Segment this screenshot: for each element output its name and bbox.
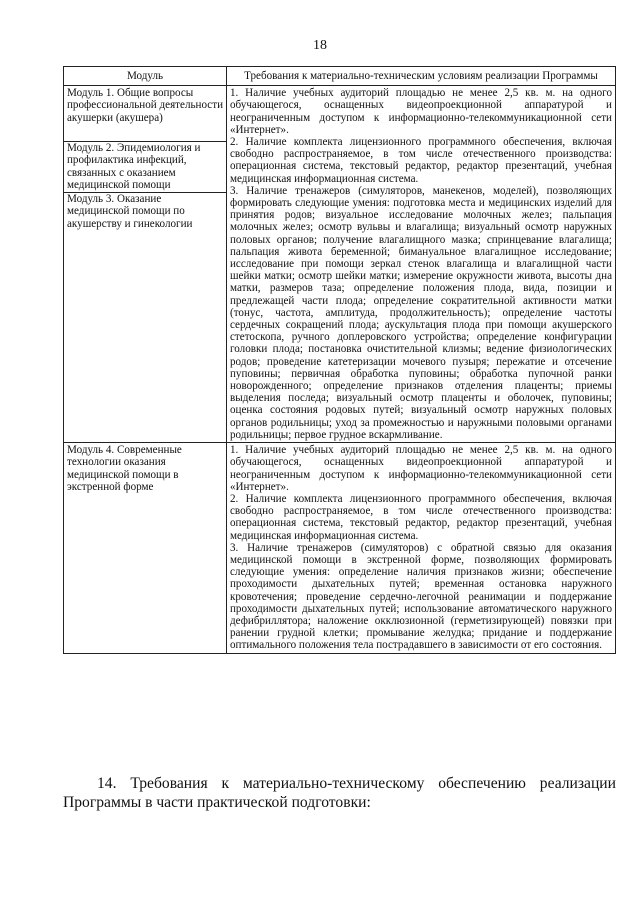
requirement-item: 3. Наличие тренажеров (симуляторов) с обратной связью для оказания медицинской помощи в экстренной форме, позволяющих формировать следующие умения: определение наличия признаков жизни; обеспечение проходимости дыхательных путей; временная остановка наружного кровотечения; проведение сердечно-легочной реанимации и поддержание проходимости дыхательных путей; использование автоматического наружного дефибриллятора; наложение окклюзионной (герметизирующей) повязки при ранении грудной клетки; промывание желудка; придание и поддержание оптимального положения тела пострадавшего в зависимости от его состояния. — [230, 541, 612, 652]
requirements-table — [63, 66, 616, 654]
header-requirements: Требования к материально-техническим условиям реализации Программы — [227, 67, 616, 86]
module-cell — [64, 443, 227, 653]
table-row — [64, 86, 616, 443]
header-module: Модуль — [64, 67, 227, 86]
requirement-item: 3. Наличие тренажеров (симуляторов, манекенов, моделей), позволяющих формировать следующие умения: подготовка места и медицинских изделий для принятия родов; визуальное исследование молочных желез; пальпация молочных желез; осмотр вульвы и влагалища; визуальный осмотр наружных половых органов; получение влагалищного мазка; спринцевание влагалища; пальпация живота беременной; бимануальное влагалищное исследование; исследование при помощи зеркал стенок влагалища и влагалищной части шейки матки; осмотр шейки матки; измерение окружности живота, высоты дна матки, размеров таза; определение положения плода, вида, позиции и предлежащей части плода; определение сократительной активности матки (тонус, частота, амплитуда, продолжительность); определение частоты сердечных сокращений плода; аускультация плода при помощи акушерского стетоскопа, ручного доплеровского устройства; определение конфигурации головки плода; постановка очистительной клизмы; ведение физиологических родов; проведение катетеризации мочевого пузыря; пережатие и отсечение пуповины; первичная обработка пуповины; обработка пупочной ранки новорожденного; определение признаков отделения плаценты; приемы выделения последа; визуальный осмотр плаценты и оболочек, пуповины; оценка состояния родовых путей; визуальный осмотр наружных половых органов родильницы; уход за промежностью и наружными половыми органами родильницы; первое грудное вскармливание. — [230, 184, 612, 441]
section-14-text: 14. Требования к материально-техническому обеспечению реализации Программы в части практической подготовки: — [63, 775, 616, 811]
table-header-row — [64, 67, 616, 86]
module-2-title: Модуль 2. Эпидемиология и профилактика инфекций, связанных с оказанием медицинской помощи — [64, 141, 226, 192]
module-cell — [64, 86, 227, 443]
requirements-cell — [227, 86, 616, 443]
requirement-item: 1. Наличие учебных аудиторий площадью не менее 2,5 кв. м. на одного обучающегося, оснащенных видеопроекционной аппаратурой и неограниченным доступом к информационно-телекоммуникационной сети «Интернет». — [230, 444, 612, 493]
module-3-title: Модуль 3. Оказание медицинской помощи по акушерству и гинекологии — [64, 192, 226, 230]
requirement-item: 2. Наличие комплекта лицензионного программного обеспечения, включая свободно распространяемое, в том числе отечественного производства: операционная система, текстовый редактор, редактор презентаций, учебная медицинская информационная система. — [230, 136, 612, 185]
requirement-item: 2. Наличие комплекта лицензионного программного обеспечения, включая свободно распространяемое, в том числе отечественного производства: операционная система, текстовый редактор, редактор презентаций, учебная медицинская информационная система. — [230, 492, 612, 542]
module-4-title: Модуль 4. Современные технологии оказания медицинской помощи в экстренной форме — [67, 444, 182, 493]
page-number: 18 — [313, 38, 327, 53]
module-1-title: Модуль 1. Общие вопросы профессиональной деятельности акушерки (акушера) — [67, 87, 224, 124]
requirement-item: 1. Наличие учебных аудиторий площадью не менее 2,5 кв. м. на одного обучающегося, оснащенных видеопроекционной аппаратурой и неограниченным доступом к информационно-телекоммуникационной сети «Интернет». — [230, 87, 612, 136]
section-14-paragraph — [63, 774, 616, 812]
requirements-cell — [227, 443, 616, 653]
table-row — [64, 443, 616, 653]
